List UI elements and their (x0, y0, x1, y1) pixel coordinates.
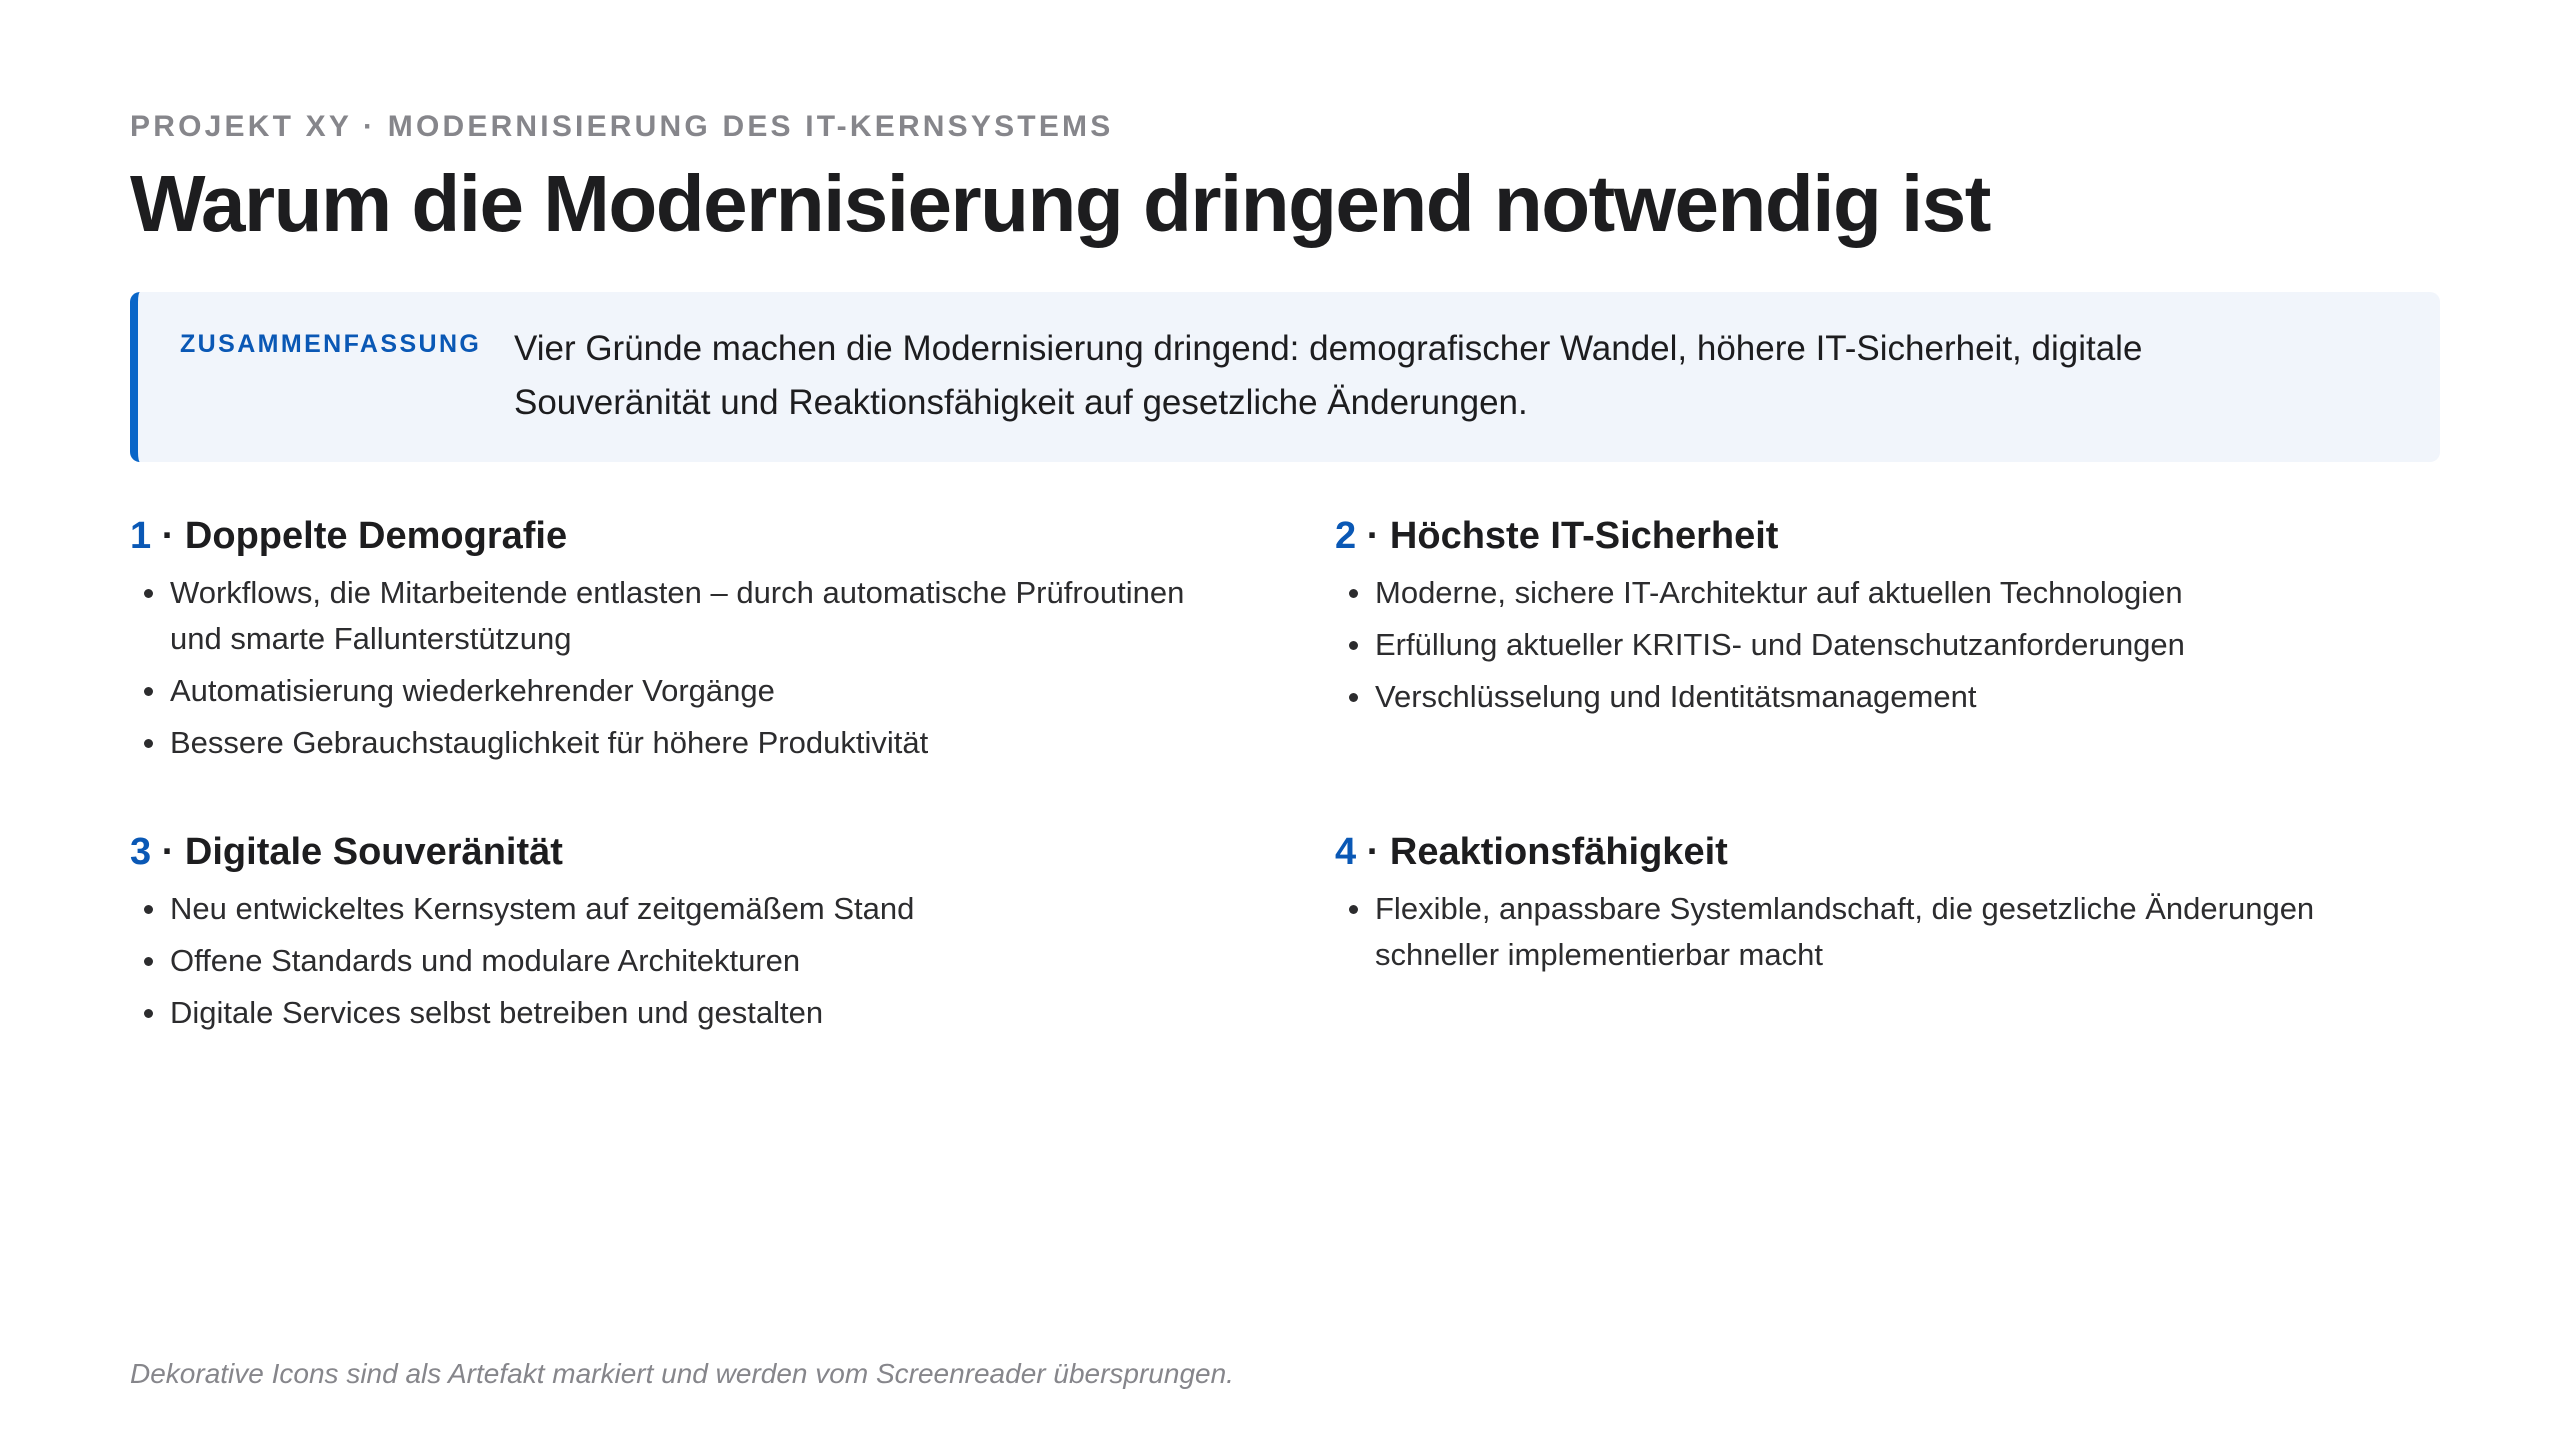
reason-list (1335, 570, 2445, 720)
reason-title: Digitale Souveränität (184, 831, 563, 873)
reason-number: 4 (1335, 831, 1357, 873)
slide (130, 0, 2440, 1440)
list-item (130, 668, 1240, 714)
reason-list (130, 886, 1240, 1036)
bullet-icon (1349, 641, 1358, 650)
bullet-icon (144, 957, 153, 966)
page-title: Warum die Modernisierung dringend notwendig ist (130, 159, 1990, 248)
reason-separator: · (1356, 831, 1390, 873)
reason-demografie (130, 514, 1240, 772)
bullet-icon (144, 905, 153, 914)
reason-heading (1335, 514, 2445, 560)
reason-separator: · (1356, 515, 1390, 557)
reason-title: Reaktionsfähigkeit (1389, 831, 1728, 873)
reason-list (130, 570, 1240, 766)
reason-number: 1 (130, 515, 152, 557)
list-item-text: Neu entwickeltes Kernsystem auf zeitgemäßem Stand (170, 890, 915, 926)
bullet-icon (144, 739, 153, 748)
summary-text: Vier Gründe machen die Modernisierung dringend: demografischer Wandel, höhere IT-Sicherheit, digitale Souveränität und Reaktionsfähigkeit auf gesetzliche Änderungen. (514, 329, 2143, 422)
summary-box (130, 292, 2440, 462)
list-item-text: Flexible, anpassbare Systemlandschaft, die gesetzliche Änderungen schneller implementierbar macht (1375, 890, 2315, 972)
reason-heading (130, 514, 1240, 560)
eyebrow-label: PROJEKT XY · MODERNISIERUNG DES IT-KERNSYSTEMS (130, 110, 1114, 143)
list-item (130, 990, 1240, 1036)
bullet-icon (144, 1009, 153, 1018)
summary-label: ZUSAMMENFASSUNG (180, 330, 482, 358)
reason-number: 3 (130, 831, 152, 873)
bullet-icon (1349, 589, 1358, 598)
footnote: Dekorative Icons sind als Artefakt markiert und werden vom Screenreader übersprungen. (130, 1358, 1234, 1389)
list-item-text: Verschlüsselung und Identitätsmanagement (1375, 678, 1977, 714)
list-item-text: Digitale Services selbst betreiben und gestalten (170, 994, 824, 1030)
list-item (1335, 570, 2445, 616)
bullet-icon (144, 589, 153, 598)
list-item (1335, 886, 2445, 978)
reason-number: 2 (1335, 515, 1357, 557)
reason-heading (1335, 830, 2445, 876)
list-item-text: Erfüllung aktueller KRITIS- und Datenschutzanforderungen (1375, 626, 2185, 662)
bullet-icon (1349, 693, 1358, 702)
list-item (130, 720, 1240, 766)
list-item-text: Automatisierung wiederkehrender Vorgänge (170, 672, 775, 708)
list-item (130, 938, 1240, 984)
list-item (130, 886, 1240, 932)
reason-heading (130, 830, 1240, 876)
reason-reaktionsfaehigkeit (1335, 830, 2445, 984)
reason-title: Doppelte Demografie (184, 515, 568, 557)
list-item-text: Offene Standards und modulare Architekturen (170, 942, 801, 978)
bullet-icon (1349, 905, 1358, 914)
reason-list (1335, 886, 2445, 978)
reason-it-sicherheit (1335, 514, 2445, 726)
list-item-text: Moderne, sichere IT-Architektur auf aktuellen Technologien (1375, 574, 2183, 610)
list-item (1335, 674, 2445, 720)
list-item-text: Bessere Gebrauchstauglichkeit für höhere Produktivität (170, 724, 929, 760)
reason-title: Höchste IT-Sicherheit (1389, 515, 1779, 557)
bullet-icon (144, 687, 153, 696)
reason-separator: · (151, 515, 185, 557)
list-item (1335, 622, 2445, 668)
reason-separator: · (151, 831, 185, 873)
reason-souveraenitaet (130, 830, 1240, 1042)
list-item (130, 570, 1240, 662)
list-item-text: Workflows, die Mitarbeitende entlasten – durch automatische Prüfroutinen und smarte Fallunterstützung (170, 574, 1185, 656)
